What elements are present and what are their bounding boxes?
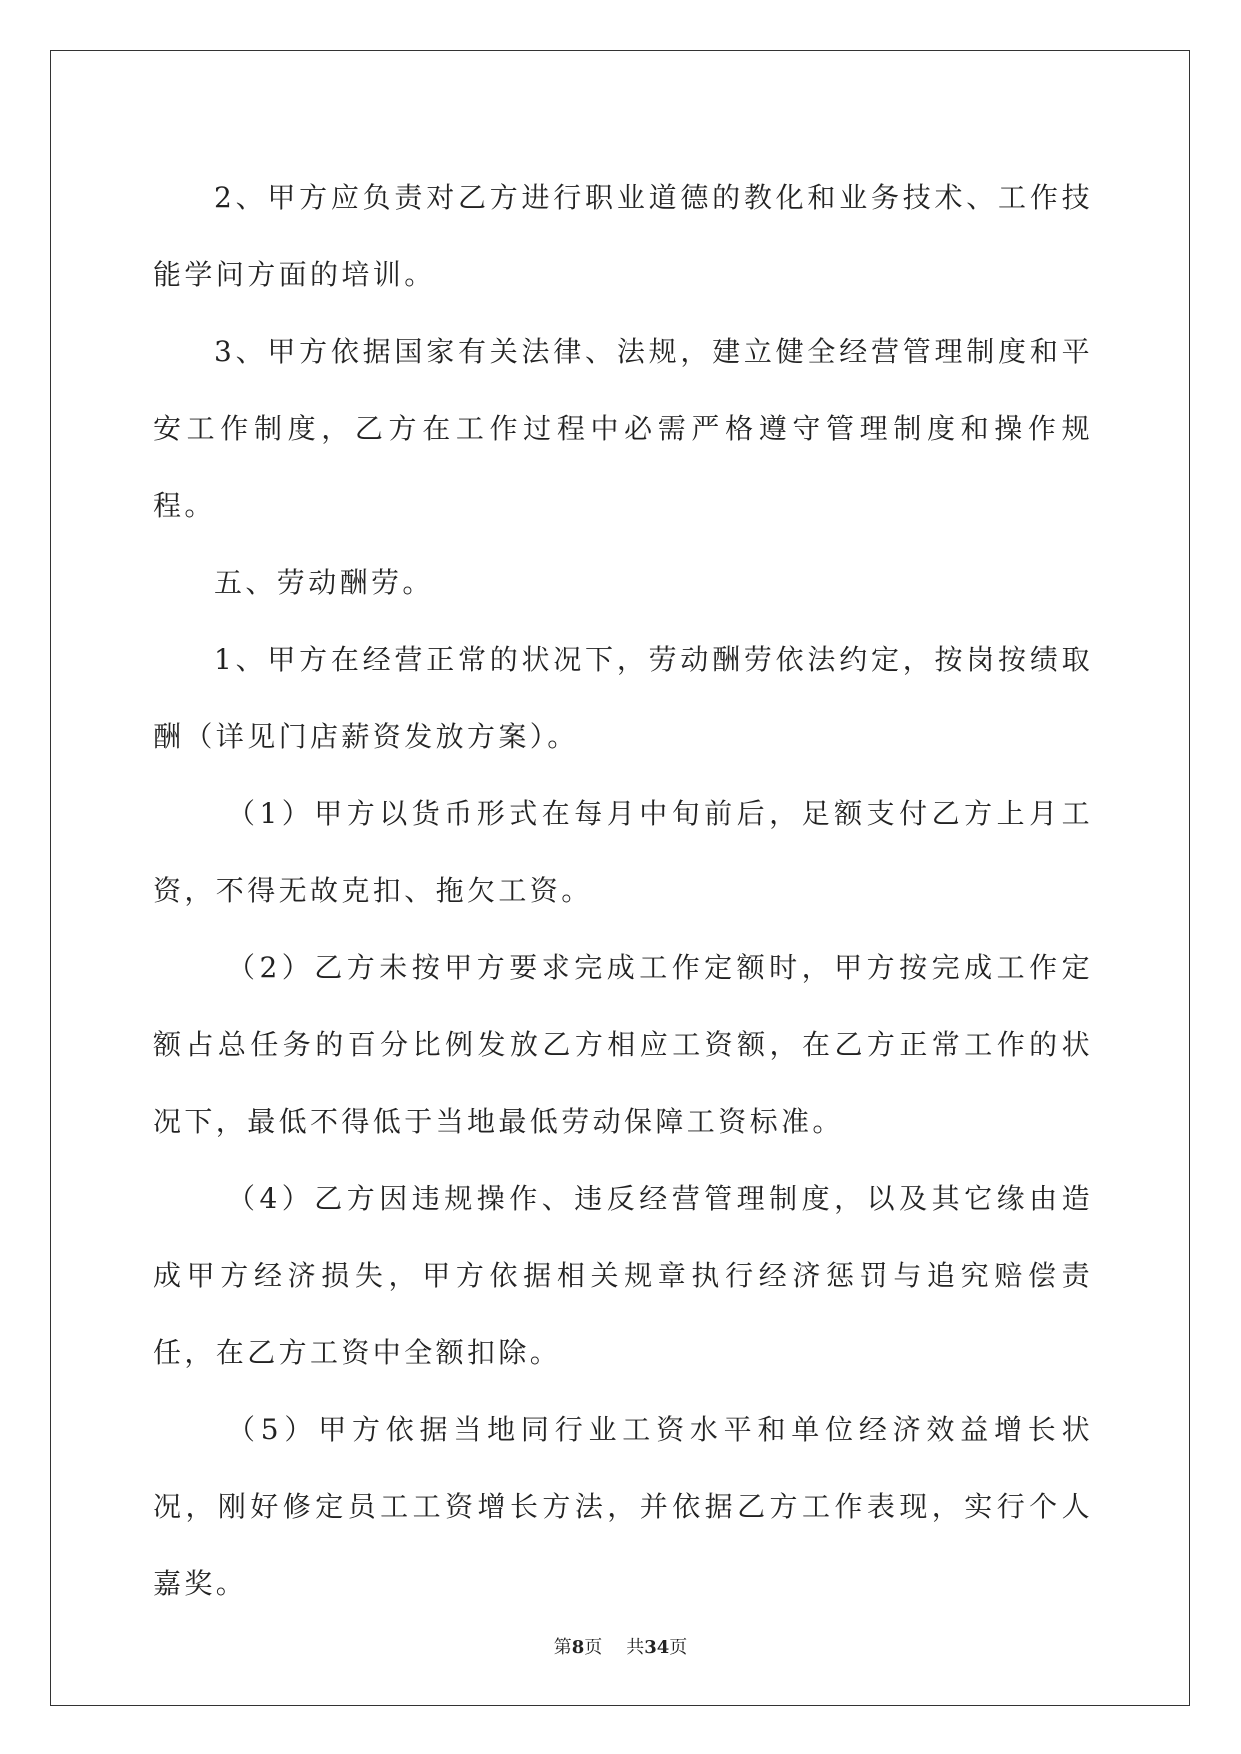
page-footer [0,1633,1241,1659]
paragraph: 2、甲方应负责对乙方进行职业道德的教化和业务技术、工作技能学问方面的培训。 [153,181,1093,291]
paragraph: 1、甲方在经营正常的状况下，劳动酬劳依法约定，按岗按绩取酬（详见门店薪资发放方案）。 [153,643,1093,753]
total-prefix: 共 [626,1637,645,1658]
paragraph: （4）乙方因违规操作、违反经营管理制度，以及其它缘由造成甲方经济损失，甲方依据相关规章执行经济惩罚与追究赔偿责任，在乙方工资中全额扣除。 [153,1182,1093,1369]
total-pages: 34 [644,1637,670,1658]
paragraph: （5）甲方依据当地同行业工资水平和单位经济效益增长状况，刚好修定员工工资增长方法，并依据乙方工作表现，实行个人嘉奖。 [153,1413,1093,1600]
paragraph: （2）乙方未按甲方要求完成工作定额时，甲方按完成工作定额占总任务的百分比例发放乙方相应工资额，在乙方正常工作的状况下，最低不得低于当地最低劳动保障工资标准。 [153,951,1093,1138]
total-suffix: 页 [669,1637,688,1658]
document-body [153,159,1093,1622]
paragraph: 3、甲方依据国家有关法律、法规，建立健全经营管理制度和平安工作制度，乙方在工作过程中必需严格遵守管理制度和操作规程。 [153,335,1093,522]
page-prefix: 第 [553,1637,572,1658]
paragraph: （1）甲方以货币形式在每月中旬前后，足额支付乙方上月工资，不得无故克扣、拖欠工资。 [153,797,1093,907]
section-heading: 五、劳动酬劳。 [214,566,434,599]
page-number: 8 [571,1637,585,1658]
page-suffix: 页 [584,1637,603,1658]
